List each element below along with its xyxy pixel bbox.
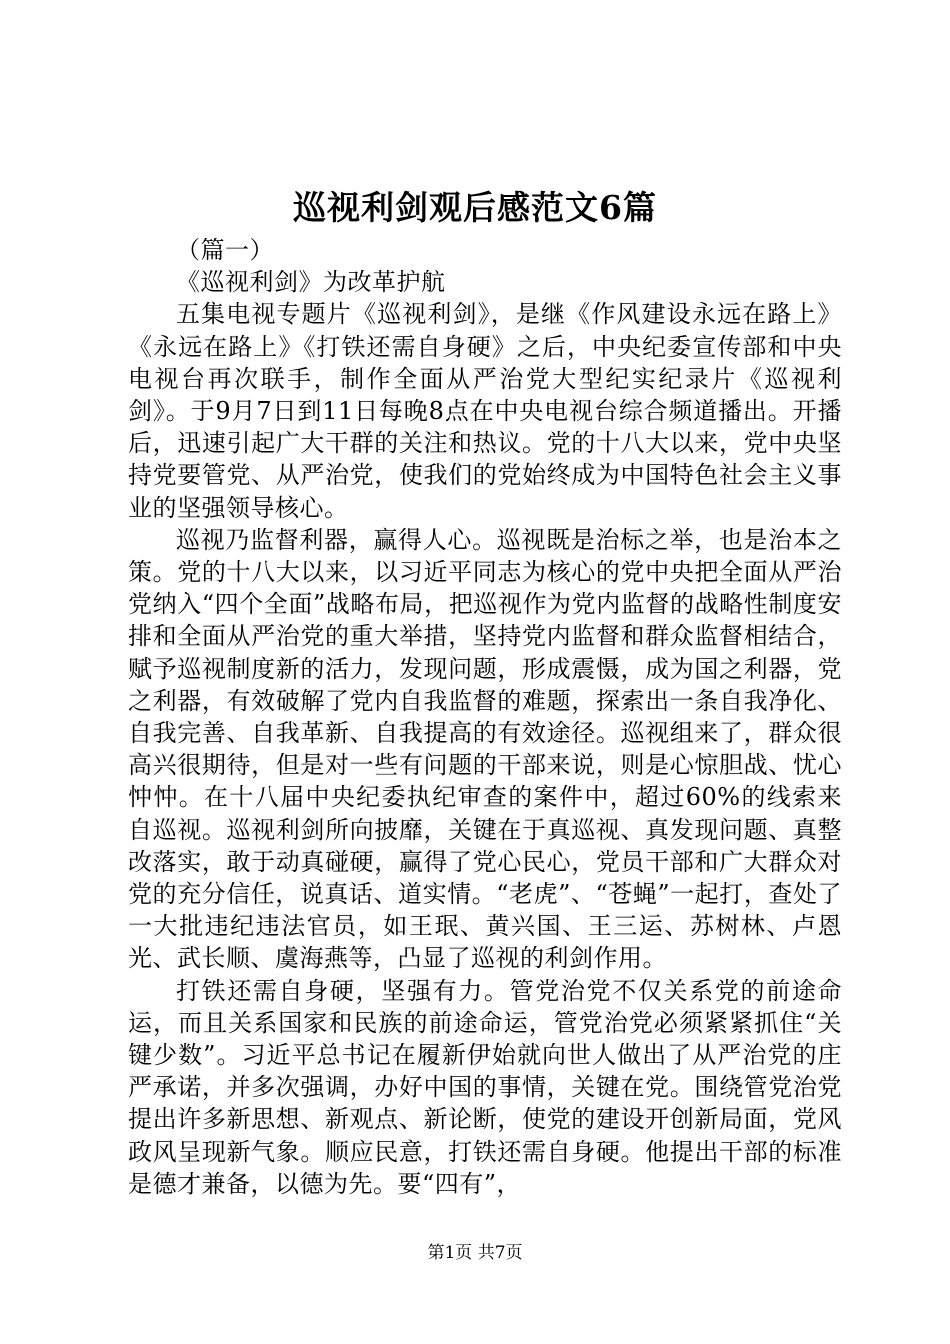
body-paragraph: 巡视乃监督利器，赢得人心。巡视既是治标之举，也是治本之策。党的十八大以来，以习近平同志为核心的党中央把全面从严治党纳入“四个全面”战略布局，把巡视作为党内监督的战略性制度安排和全面从严治党的重大举措，坚持党内监督和群众监督相结合，赋予巡视制度新的活力，发现问题，形成震慑，成为国之利器，党之利器，有效破解了党内自我监督的难题，探索出一条自我净化、自我完善、自我革新、自我提高的有效途径。巡视组来了，群众很高兴很期待，但是对一些有问题的干部来说，则是心惊胆战、忧心忡忡。在十八届中央纪委执纪审查的案件中，超过60%的线索来自巡视。巡视利剑所向披靡，关键在于真巡视、真发现问题、真整改落实，敢于动真碰硬，赢得了党心民心，党员干部和广大群众对党的充分信任，说真话、道实情。“老虎”、“苍蝇”一起打，查处了一大批违纪违法官员，如王珉、黄兴国、王三运、苏树林、卢恩光、武长顺、虞海燕等，凸显了巡视的利剑作用。 xyxy=(128,525,842,973)
section-subtitle: 《巡视利剑》为改革护航 xyxy=(176,268,446,297)
body-paragraph: 五集电视专题片《巡视利剑》，是继《作风建设永远在路上》《永远在路上》《打铁还需自身硬》之后，中央纪委宣传部和中央电视台再次联手，制作全面从严治党大型纪实纪录片《巡视利剑》。于9月7日到11日每晚8点在中央电视台综合频道播出。开播后，迅速引起广大干群的关注和热议。党的十八大以来，党中央坚持党要管党、从严治党，使我们的党始终成为中国特色社会主义事业的坚强领导核心。 xyxy=(128,300,842,522)
document-body xyxy=(128,234,842,1200)
body-paragraph: 打铁还需自身硬，坚强有力。管党治党不仅关系党的前途命运，而且关系国家和民族的前途命运，管党治党必须紧紧抓住“关键少数”。习近平总书记在履新伊始就向世人做出了从严治党的庄严承诺，并多次强调，办好中国的事情，关键在党。围绕管党治党提出许多新思想、新观点、新论断，使党的建设开创新局面，党风政风呈现新气象。顺应民意，打铁还需自身硬。他提出干部的标准是德才兼备，以德为先。要“四有”， xyxy=(128,976,842,1198)
document-title: 巡视利剑观后感范文6篇 xyxy=(293,188,657,227)
section-heading: （篇一） xyxy=(176,236,274,264)
page-footer: 第1页 共7页 xyxy=(427,1243,523,1263)
